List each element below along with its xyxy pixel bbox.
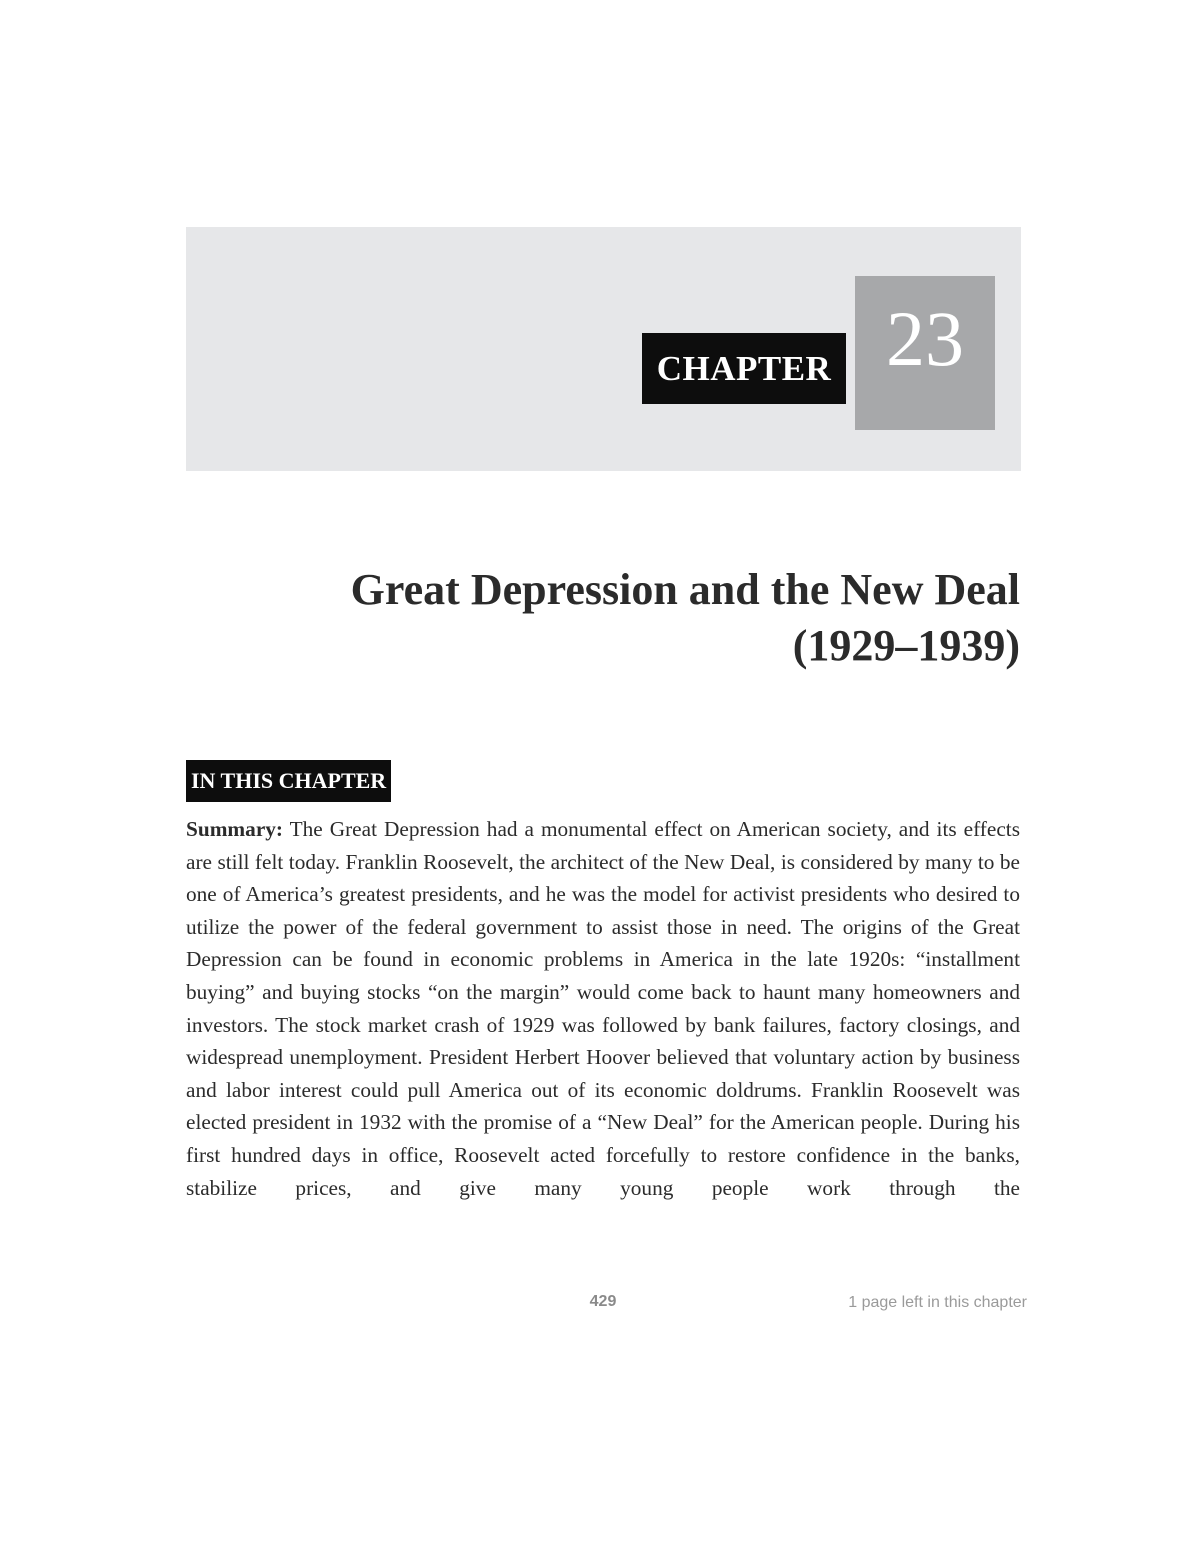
chapter-label: CHAPTER — [642, 333, 846, 404]
chapter-number — [855, 276, 995, 430]
chapter-banner — [186, 227, 1021, 471]
chapter-summary — [186, 813, 1020, 1204]
summary-text: The Great Depression had a monumental effect on American society, and its effects are still felt today. Franklin Roosevelt, the architect of the New Deal, is considered by many to be one of America’s greatest presidents, and he was the model for activist presidents who desired to utilize the power of the federal government to assist those in need. The origins of the Great Depression can be found in economic problems in America in the late 1920s: “installment buying” and buying stocks “on the margin” would come back to haunt many homeowners and investors. The stock market crash of 1929 was followed by bank failures, factory closings, and widespread unemployment. President Herbert Hoover believed that voluntary action by business and labor interest could pull America out of its economic doldrums. Franklin Roosevelt was elected president in 1932 with the promise of a “New Deal” for the American people. During his first hundred days in office, Roosevelt acted forcefully to restore confidence in the banks, stabilize prices, and give many young people work through the — [186, 817, 1020, 1200]
page-number: 429 — [589, 1293, 617, 1310]
chapter-title-line-1: Great Depression and the New Deal — [350, 565, 1020, 614]
chapter-number-text: 23 — [886, 295, 964, 382]
pages-left-indicator: 1 page left in this chapter — [848, 1294, 1027, 1311]
chapter-title — [186, 562, 1020, 674]
chapter-title-line-2: (1929–1939) — [792, 621, 1020, 670]
summary-lead: Summary: — [186, 817, 284, 841]
section-tag: IN THIS CHAPTER — [186, 760, 391, 802]
